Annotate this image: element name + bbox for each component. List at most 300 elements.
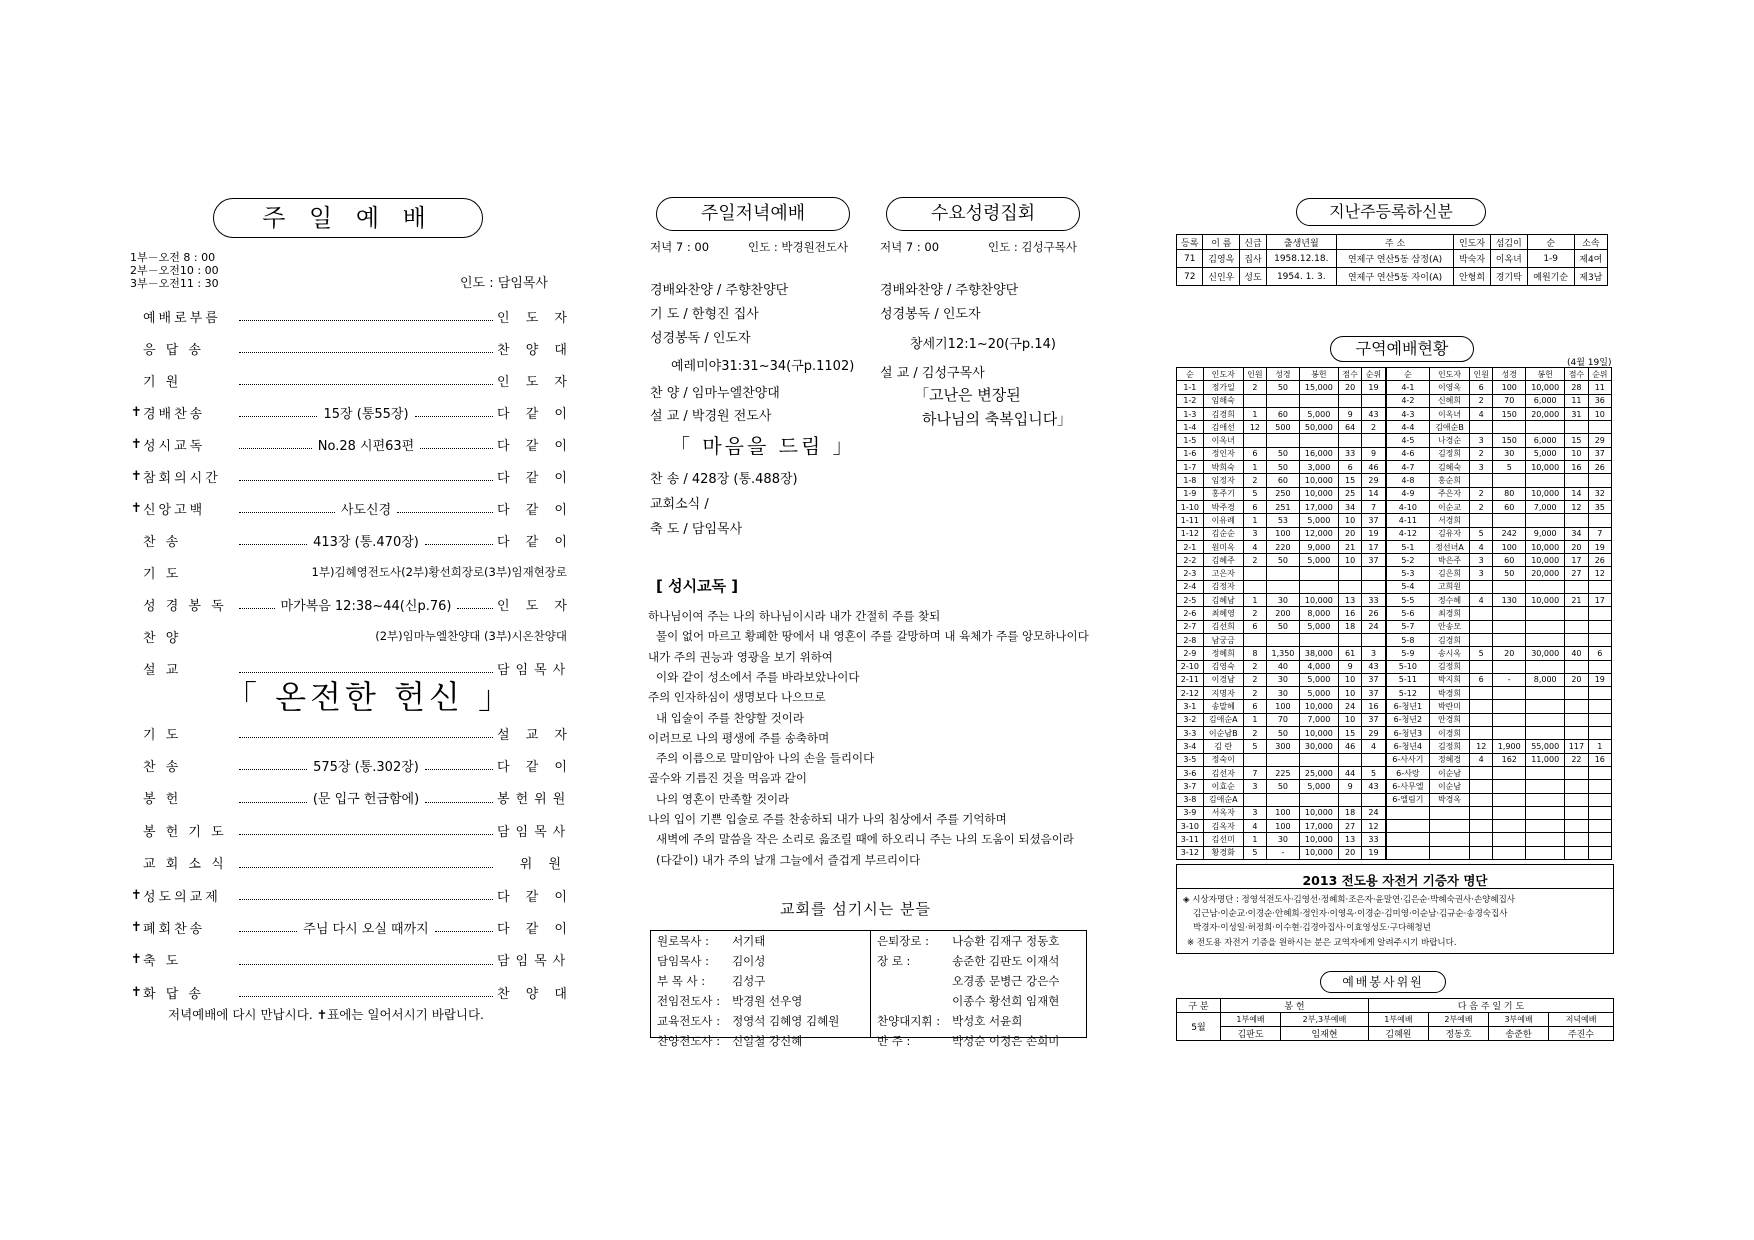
district-cell: 이효순 (1203, 780, 1243, 793)
district-cell: 16 (1588, 753, 1611, 766)
district-cell: 33 (1362, 594, 1386, 607)
district-cell: 8,000 (1526, 673, 1565, 686)
district-cell: 250 (1267, 487, 1300, 500)
district-cell: 1 (1243, 514, 1266, 527)
leader-dots (239, 311, 493, 321)
leader-dots (239, 955, 493, 965)
district-cell (1299, 434, 1338, 447)
leader-dots (397, 503, 493, 513)
wednesday-title-box (886, 197, 1080, 231)
order-row (131, 916, 573, 938)
evening-line: 축 도 / 담임목사 (650, 522, 743, 537)
district-cell: 10 (1338, 554, 1361, 567)
district-row (1177, 633, 1612, 646)
district-cell (1338, 753, 1361, 766)
newcomer-cell: 1-9 (1527, 250, 1574, 268)
district-cell: 2-1 (1177, 540, 1204, 553)
servant-role (871, 971, 946, 991)
district-cell (1299, 793, 1338, 806)
district-cell: 안송모 (1430, 620, 1470, 633)
district-cell (1588, 833, 1611, 846)
district-cell: 2 (1470, 487, 1493, 500)
district-row (1177, 527, 1612, 540)
district-header: 순 (1386, 368, 1430, 381)
district-cell: 24 (1362, 620, 1386, 633)
district-cell: 나경순 (1430, 434, 1470, 447)
servant-row (871, 991, 1065, 1011)
district-cell: 6-사무엘 (1386, 780, 1430, 793)
district-cell: 2 (1362, 421, 1386, 434)
order-item: 주님 다시 오실 때까지 (303, 921, 429, 937)
district-cell: 100 (1267, 806, 1300, 819)
district-cell: 1 (1243, 833, 1266, 846)
district-table (1176, 367, 1612, 860)
district-cell (1243, 394, 1266, 407)
order-person: 다 같 이 (497, 406, 573, 422)
time-2: 2부－오전10 : 00 (130, 264, 219, 277)
evening-line: 찬 양 / 임마누엘찬양대 (650, 386, 780, 401)
district-cell: 4-7 (1386, 461, 1430, 474)
district-cell (1362, 580, 1386, 593)
district-cell: 김정희 (1430, 660, 1470, 673)
district-cell (1493, 620, 1526, 633)
newcomer-cell: 성도 (1240, 268, 1266, 286)
district-cell: 7,000 (1526, 500, 1565, 513)
district-cell (1470, 700, 1493, 713)
district-header: 순위 (1362, 368, 1386, 381)
district-row (1177, 594, 1612, 607)
servant-row (871, 971, 1065, 991)
offering-title: 예배봉사위원 (1342, 975, 1424, 989)
district-cell: 3 (1470, 554, 1493, 567)
district-cell (1243, 633, 1266, 646)
district-cell: 11 (1588, 381, 1611, 394)
district-cell: 2 (1243, 554, 1266, 567)
district-cell: 6 (1243, 620, 1266, 633)
district-cell: 6 (1338, 461, 1361, 474)
district-cell (1526, 514, 1565, 527)
district-cell: 29 (1362, 727, 1386, 740)
district-cell: 이순남 (1430, 780, 1470, 793)
newcomer-cell: 신인우 (1203, 268, 1240, 286)
newcomer-row (1177, 250, 1608, 268)
district-cell: 정숙이 (1203, 753, 1243, 766)
district-cell: 이영옥 (1430, 381, 1470, 394)
district-cell: 안경희 (1430, 713, 1470, 726)
district-cell: 10,000 (1299, 474, 1338, 487)
district-cell (1430, 820, 1470, 833)
district-cell (1526, 713, 1565, 726)
order-row (131, 593, 573, 615)
district-cell: 36 (1588, 394, 1611, 407)
evening-sermon: 「 마음을 드림 」 (670, 434, 856, 458)
district-cell (1588, 766, 1611, 779)
district-cell: 김영숙 (1203, 660, 1243, 673)
district-cell: 5,000 (1299, 620, 1338, 633)
district-cell: 10 (1588, 407, 1611, 420)
district-cell (1470, 766, 1493, 779)
district-cell (1362, 567, 1386, 580)
district-cell: 9,000 (1299, 540, 1338, 553)
district-row (1177, 713, 1612, 726)
district-cell (1493, 780, 1526, 793)
district-cell: 15 (1338, 474, 1361, 487)
district-cell: 300 (1267, 740, 1300, 753)
district-cell (1565, 846, 1588, 859)
district-cell: 1 (1243, 713, 1266, 726)
order-label: 기 원 (143, 374, 182, 390)
district-cell: 6 (1243, 500, 1266, 513)
district-cell (1588, 421, 1611, 434)
district-cell: 임정자 (1203, 474, 1243, 487)
evening-line: 찬 송 / 428장 (통.488장) (650, 472, 798, 487)
offering-col: 3부예배 (1489, 1013, 1549, 1027)
district-cell: 5-1 (1386, 540, 1430, 553)
district-cell: 61 (1338, 647, 1361, 660)
psalm-line: 주의 인자하심이 생명보다 나으므로 (648, 690, 826, 705)
order-row (131, 465, 573, 487)
district-cell: 200 (1267, 607, 1300, 620)
district-cell: 33 (1338, 447, 1361, 460)
district-cell (1526, 727, 1565, 740)
district-header: 인원 (1470, 368, 1493, 381)
district-cell: 2 (1243, 660, 1266, 673)
district-cell (1565, 474, 1588, 487)
district-cell: 김혜주 (1203, 554, 1243, 567)
district-header: 성경 (1493, 368, 1526, 381)
district-cell (1565, 700, 1588, 713)
district-cell (1565, 660, 1588, 673)
district-cell: 5-10 (1386, 660, 1430, 673)
district-cell: 7,000 (1299, 713, 1338, 726)
district-cell: 4-2 (1386, 394, 1430, 407)
district-cell: 5-2 (1386, 554, 1430, 567)
district-cell: 지명자 (1203, 687, 1243, 700)
district-cell: 6-사랑 (1386, 766, 1430, 779)
district-cell: 16 (1565, 461, 1588, 474)
district-cell: 5,000 (1299, 554, 1338, 567)
order-person: 담임목사 (497, 824, 572, 840)
order-label: 예배로부름 (143, 310, 221, 326)
order-row (131, 401, 573, 423)
district-cell (1470, 474, 1493, 487)
district-cell (1588, 607, 1611, 620)
servant-names: 정영석 김혜영 김혜원 (732, 1014, 840, 1028)
district-cell: 2 (1243, 474, 1266, 487)
offering-name: 김판도 (1221, 1027, 1281, 1041)
district-cell: 100 (1493, 540, 1526, 553)
district-cell (1470, 727, 1493, 740)
district-header: 순위 (1588, 368, 1611, 381)
district-cell: 김정희 (1430, 740, 1470, 753)
servant-names: 박성호 서윤희 (952, 1014, 1023, 1028)
district-cell (1267, 633, 1300, 646)
sermon-title: 「 온전한 헌신 」 (225, 678, 515, 716)
district-cell: 2-12 (1177, 687, 1204, 700)
district-cell: 박주경 (1203, 500, 1243, 513)
district-cell: 김선미 (1203, 833, 1243, 846)
district-cell (1565, 687, 1588, 700)
district-cell (1565, 766, 1588, 779)
district-cell: 4 (1362, 740, 1386, 753)
district-row (1177, 407, 1612, 420)
district-row (1177, 607, 1612, 620)
district-row (1177, 740, 1612, 753)
psalm-line: (다같이) 내가 주의 날개 그늘에서 즐겁게 부르리이다 (656, 852, 921, 867)
district-cell (1526, 700, 1565, 713)
cross-mark: ✝ (131, 468, 142, 484)
district-cell: 25 (1338, 487, 1361, 500)
district-cell (1565, 780, 1588, 793)
newcomer-header: 출생년월 (1266, 235, 1336, 250)
district-cell (1430, 833, 1470, 846)
servant-role: 반 주 : (877, 1034, 911, 1048)
district-cell: 28 (1565, 381, 1588, 394)
district-row (1177, 474, 1612, 487)
district-cell: 신혜희 (1430, 394, 1470, 407)
district-cell: 박희숙 (1203, 461, 1243, 474)
district-cell: 4-10 (1386, 500, 1430, 513)
district-cell (1470, 660, 1493, 673)
wednesday-sermon: 하나님의 축복입니다」 (922, 410, 1073, 428)
leader-dots (239, 599, 275, 609)
newcomer-cell: 집사 (1240, 250, 1266, 268)
district-cell: 11 (1565, 394, 1588, 407)
district-cell: 송말혜 (1203, 700, 1243, 713)
district-cell: 3-8 (1177, 793, 1204, 806)
district-cell: 60 (1267, 474, 1300, 487)
district-cell: 6-청년2 (1386, 713, 1430, 726)
district-cell (1493, 820, 1526, 833)
district-cell (1362, 633, 1386, 646)
district-cell: 서옥자 (1203, 806, 1243, 819)
district-cell: 2-9 (1177, 647, 1204, 660)
district-cell: 50 (1267, 447, 1300, 460)
district-cell: 김정자 (1203, 580, 1243, 593)
district-cell (1470, 580, 1493, 593)
district-cell: 20,000 (1526, 567, 1565, 580)
district-cell: 주은자 (1430, 487, 1470, 500)
cross-mark: ✝ (131, 919, 142, 935)
district-cell (1299, 753, 1338, 766)
district-header: 인원 (1243, 368, 1266, 381)
district-cell: 1-2 (1177, 394, 1204, 407)
newcomer-header: 주 소 (1336, 235, 1453, 250)
district-cell: - (1267, 846, 1300, 859)
district-cell: - (1493, 673, 1526, 686)
leader-dots (425, 793, 493, 803)
district-cell: 김정희 (1430, 447, 1470, 460)
district-cell: 21 (1565, 594, 1588, 607)
newcomer-cell: 예원기순 (1527, 268, 1574, 286)
district-cell (1362, 434, 1386, 447)
district-cell: 3-12 (1177, 846, 1204, 859)
order-person: 인 도 자 (497, 374, 573, 390)
district-cell: 10,000 (1299, 833, 1338, 846)
district-title: 구역예배현황 (1355, 339, 1449, 358)
leader-dots (420, 439, 493, 449)
district-cell: 37 (1362, 713, 1386, 726)
district-cell: 2-6 (1177, 607, 1204, 620)
district-cell: 이순교 (1430, 500, 1470, 513)
wednesday-line: 성경봉독 / 인도자 (880, 307, 981, 322)
servant-role (871, 991, 946, 1011)
district-cell (1493, 833, 1526, 846)
order-label: 교 회 소 식 (143, 857, 227, 873)
order-person: 설 교 자 (497, 727, 573, 743)
district-cell: 29 (1588, 434, 1611, 447)
district-cell: 17 (1588, 594, 1611, 607)
newcomer-cell: 박숙자 (1454, 250, 1491, 268)
district-cell: 송시옥 (1430, 647, 1470, 660)
order-person: 다 같 이 (497, 470, 573, 486)
servant-row (871, 1031, 1065, 1051)
district-cell: 6,000 (1526, 434, 1565, 447)
order-item: 575장 (통.302장) (313, 759, 419, 775)
district-cell (1565, 514, 1588, 527)
district-cell: 6-사사기 (1386, 753, 1430, 766)
order-person: 다 같 이 (497, 921, 573, 937)
district-cell: 4-12 (1386, 527, 1430, 540)
order-person: 위 원 (519, 857, 567, 873)
district-row (1177, 846, 1612, 859)
district-cell: 25,000 (1299, 766, 1338, 779)
district-cell: 김경희 (1430, 633, 1470, 646)
district-cell (1526, 660, 1565, 673)
order-person: 다 같 이 (497, 534, 573, 550)
district-cell (1470, 687, 1493, 700)
district-cell: 50,000 (1299, 421, 1338, 434)
order-person: 봉헌위원 (497, 792, 572, 808)
district-cell: 43 (1362, 780, 1386, 793)
district-cell (1493, 660, 1526, 673)
district-cell: 21 (1338, 540, 1361, 553)
district-cell (1243, 580, 1266, 593)
district-cell: 6 (1243, 700, 1266, 713)
district-cell: 5,000 (1299, 514, 1338, 527)
evening-line: 기 도 / 한형진 집사 (650, 307, 759, 322)
district-cell: 60 (1493, 554, 1526, 567)
servant-row (651, 991, 845, 1011)
order-row (131, 433, 573, 455)
servant-names: 김성구 (732, 974, 766, 988)
psalm-line: 내 입술이 주를 찬양할 것이라 (656, 710, 804, 725)
district-cell: 16 (1362, 700, 1386, 713)
district-cell: 242 (1493, 527, 1526, 540)
newcomer-cell: 제3남 (1574, 268, 1607, 286)
district-cell: 1 (1588, 740, 1611, 753)
district-cell: 1-1 (1177, 381, 1204, 394)
district-cell (1470, 633, 1493, 646)
district-cell (1493, 727, 1526, 740)
district-cell: 고희원 (1430, 580, 1470, 593)
order-row (131, 787, 572, 809)
district-cell: 5-7 (1386, 620, 1430, 633)
district-cell: 4-9 (1386, 487, 1430, 500)
district-cell (1338, 580, 1361, 593)
district-cell: 5-11 (1386, 673, 1430, 686)
offering-name: 김혜원 (1368, 1027, 1428, 1041)
district-cell: 5-3 (1386, 567, 1430, 580)
district-cell (1526, 421, 1565, 434)
district-cell: 3-6 (1177, 766, 1204, 779)
district-cell: 1,350 (1267, 647, 1300, 660)
district-cell: 5 (1243, 487, 1266, 500)
district-cell (1362, 793, 1386, 806)
district-cell (1565, 820, 1588, 833)
district-cell: 3-9 (1177, 806, 1204, 819)
district-cell: 13 (1338, 833, 1361, 846)
servant-row (871, 931, 1065, 951)
district-cell: 1-6 (1177, 447, 1204, 460)
district-cell: 4-5 (1386, 434, 1430, 447)
servant-role: 부 목 사 : (657, 974, 706, 988)
offering-col: 1부예배 (1221, 1013, 1281, 1027)
district-cell: 3 (1470, 567, 1493, 580)
district-cell: 17,000 (1299, 820, 1338, 833)
district-cell: 박지희 (1430, 673, 1470, 686)
order-person: 인 도 자 (497, 598, 573, 614)
district-cell: 김순순 (1203, 527, 1243, 540)
district-cell: 4 (1243, 820, 1266, 833)
wednesday-line: 경배와찬양 / 주향찬양단 (880, 283, 1019, 298)
time-1: 1부－오전 8 : 00 (130, 251, 216, 264)
servant-names: 나승환 김재구 정동호 (952, 934, 1060, 948)
evening-line: 경배와찬양 / 주향찬양단 (650, 283, 789, 298)
psalm-line: 하나님이여 주는 나의 하나님이시라 내가 간절히 주를 찾되 (648, 609, 941, 623)
evening-line: 교회소식 / (650, 497, 709, 512)
district-cell: 15,000 (1299, 381, 1338, 394)
district-cell: 46 (1338, 740, 1361, 753)
district-row (1177, 434, 1612, 447)
district-cell: 5-12 (1386, 687, 1430, 700)
district-cell: 17 (1362, 540, 1386, 553)
servant-names: 서기태 (732, 934, 766, 948)
district-cell (1470, 780, 1493, 793)
district-cell: 2-5 (1177, 594, 1204, 607)
district-cell (1588, 727, 1611, 740)
district-cell: 3-4 (1177, 740, 1204, 753)
leader-dots (239, 987, 493, 997)
district-cell: 2-7 (1177, 620, 1204, 633)
district-cell (1243, 567, 1266, 580)
district-cell: 1 (1243, 461, 1266, 474)
district-cell: 이경희 (1430, 727, 1470, 740)
district-row (1177, 421, 1612, 434)
district-cell (1565, 421, 1588, 434)
district-cell: 2-10 (1177, 660, 1204, 673)
order-person: 찬 양 대 (497, 986, 573, 1002)
district-cell (1526, 846, 1565, 859)
district-cell: 6-엘림기 (1386, 793, 1430, 806)
district-cell: 100 (1267, 700, 1300, 713)
leader-dots (415, 407, 493, 417)
district-cell (1493, 474, 1526, 487)
district-header: 점수 (1565, 368, 1588, 381)
servant-names: 이종수 황선희 임재현 (952, 994, 1060, 1008)
leader-dots (239, 858, 493, 868)
district-cell (1386, 806, 1430, 819)
district-cell: 원미옥 (1203, 540, 1243, 553)
district-cell: 17,000 (1299, 500, 1338, 513)
district-cell: 3-2 (1177, 713, 1204, 726)
district-cell: 이순남B (1203, 727, 1243, 740)
district-cell: 10,000 (1526, 487, 1565, 500)
district-cell: 10,000 (1299, 806, 1338, 819)
leader-dots (239, 535, 307, 545)
district-cell: 43 (1362, 407, 1386, 420)
main-service-title: 주 일 예 배 (262, 204, 434, 232)
